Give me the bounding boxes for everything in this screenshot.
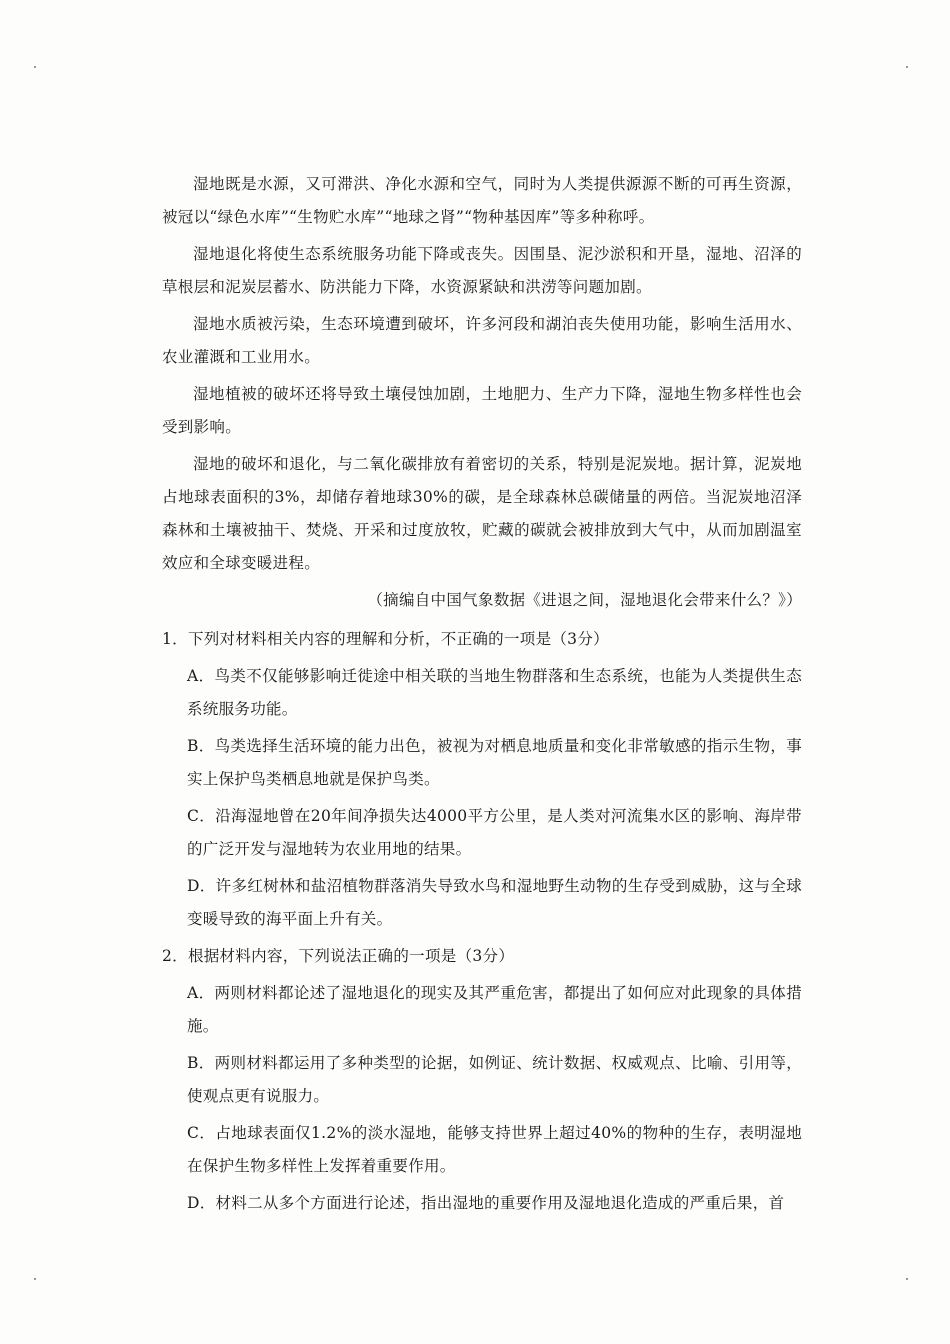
page-content — [162, 168, 802, 1224]
scan-speck — [906, 66, 908, 68]
answer-option-b: B．鸟类选择生活环境的能力出色，被视为对栖息地质量和变化非常敏感的指示生物，事实上保护鸟类栖息地就是保护鸟类。 — [187, 737, 802, 788]
passage-paragraph: 湿地水质被污染，生态环境遭到破坏，许多河段和湖泊丧失使用功能，影响生活用水、农业灌溉和工业用水。 — [162, 315, 802, 366]
answer-option-d: D．许多红树林和盐沼植物群落消失导致水鸟和湿地野生动物的生存受到威胁，这与全球变暖导致的海平面上升有关。 — [187, 877, 802, 928]
passage-paragraph: 湿地植被的破坏还将导致土壤侵蚀加剧，土地肥力、生产力下降，湿地生物多样性也会受到影响。 — [162, 385, 802, 436]
passage-paragraph: 湿地既是水源，又可滞洪、净化水源和空气，同时为人类提供源源不断的可再生资源，被冠以“绿色水库”“生物贮水库”“地球之肾”“物种基因库”等多种称呼。 — [162, 175, 802, 226]
passage-paragraph: 湿地的破坏和退化，与二氧化碳排放有着密切的关系，特别是泥炭地。据计算，泥炭地占地球表面积的3%，却储存着地球30%的碳，是全球森林总碳储量的两倍。当泥炭地沼泽森林和土壤被抽干、焚烧、开采和过度放牧，贮藏的碳就会被排放到大气中，从而加剧温室效应和全球变暖进程。 — [162, 455, 802, 572]
answer-option-a: A．两则材料都论述了湿地退化的现实及其严重危害，都提出了如何应对此现象的具体措施。 — [187, 984, 802, 1035]
scan-speck — [34, 66, 36, 68]
passage-paragraph: 湿地退化将使生态系统服务功能下降或丧失。因围垦、泥沙淤积和开垦，湿地、沼泽的草根层和泥炭层蓄水、防洪能力下降，水资源紧缺和洪涝等问题加剧。 — [162, 245, 802, 296]
answer-option-c: C．占地球表面仅1.2%的淡水湿地，能够支持世界上超过40%的物种的生存，表明湿地在保护生物多样性上发挥着重要作用。 — [187, 1124, 802, 1175]
scan-speck — [34, 1278, 36, 1280]
answer-option-d: D．材料二从多个方面进行论述，指出湿地的重要作用及湿地退化造成的严重后果，首 — [187, 1194, 785, 1212]
question-2 — [162, 940, 802, 1220]
question-stem: 2．根据材料内容，下列说法正确的一项是（3分） — [162, 947, 515, 965]
passage-source: （摘编自中国气象数据《进退之间，湿地退化会带来什么？》） — [367, 591, 802, 609]
question-stem: 1．下列对材料相关内容的理解和分析，不正确的一项是（3分） — [162, 630, 609, 648]
question-1 — [162, 623, 802, 936]
scan-speck — [906, 1278, 908, 1280]
answer-option-c: C．沿海湿地曾在20年间净损失达4000平方公里，是人类对河流集水区的影响、海岸带的广泛开发与湿地转为农业用地的结果。 — [187, 807, 802, 858]
answer-option-a: A．鸟类不仅能够影响迁徙途中相关联的当地生物群落和生态系统，也能为人类提供生态系统服务功能。 — [187, 667, 802, 718]
answer-option-b: B．两则材料都运用了多种类型的论据，如例证、统计数据、权威观点、比喻、引用等，使观点更有说服力。 — [187, 1054, 802, 1105]
reading-passage — [162, 168, 802, 580]
